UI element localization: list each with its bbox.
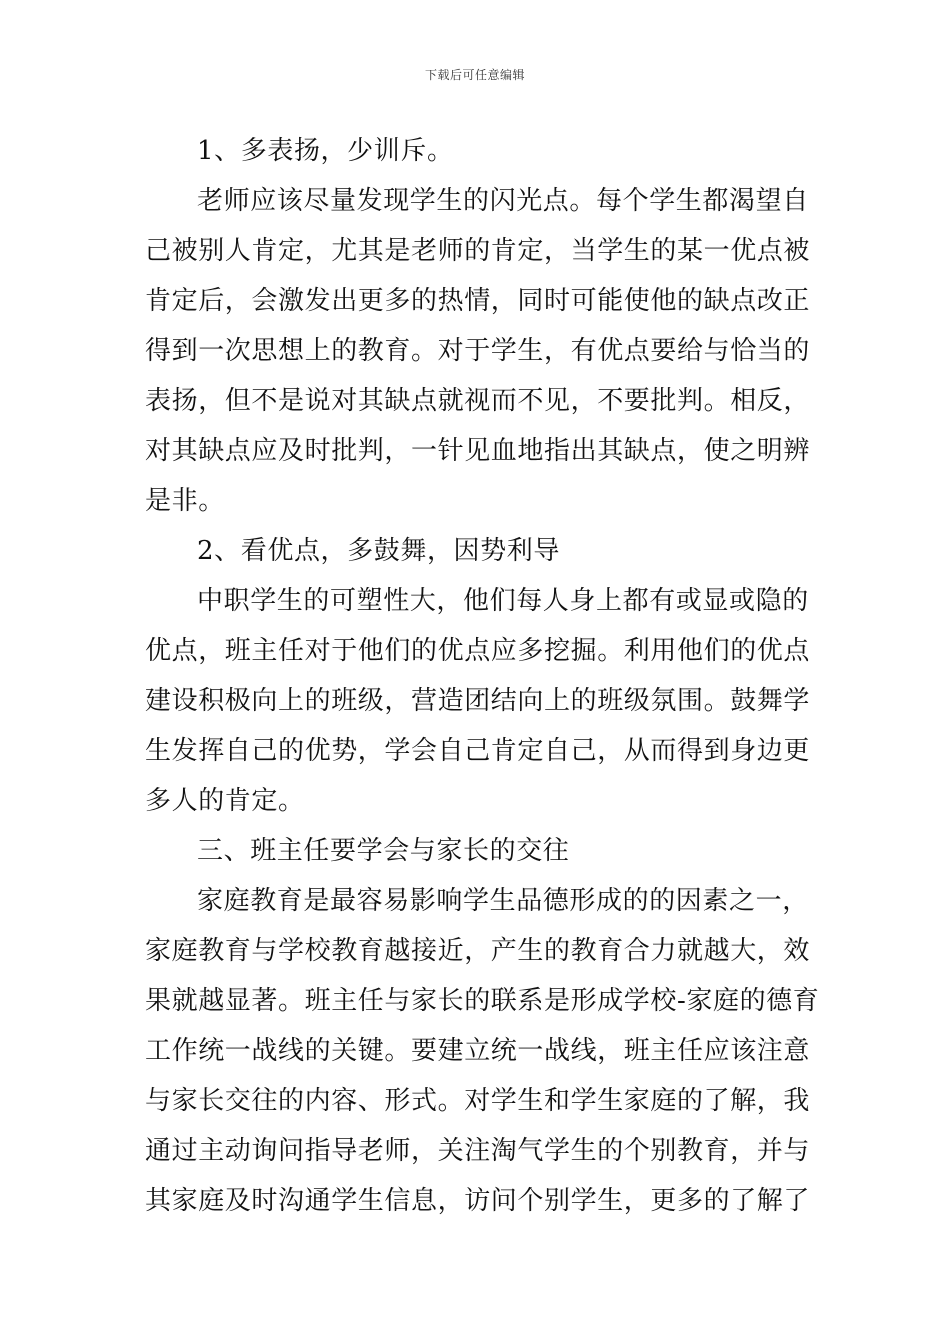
text-line: 其家庭及时沟通学生信息，访问个别学生，更多的了解了 <box>145 1186 811 1216</box>
text-line: 生发挥自己的优势，学会自己肯定自己，从而得到身边更 <box>145 736 811 766</box>
text-line: 家庭教育与学校教育越接近，产生的教育合力就越大，效 <box>145 936 811 966</box>
text-line: 肯定后，会激发出更多的热情，同时可能使他的缺点改正 <box>145 286 811 316</box>
text-line: 1、多表扬，少训斥。 <box>197 136 454 166</box>
text-line: 己被别人肯定，尤其是老师的肯定，当学生的某一优点被 <box>145 236 811 266</box>
text-line: 优点，班主任对于他们的优点应多挖掘。利用他们的优点 <box>145 636 811 666</box>
text-line: 是非。 <box>145 486 225 516</box>
text-line: 三、班主任要学会与家长的交往 <box>197 836 570 866</box>
text-line: 老师应该尽量发现学生的闪光点。每个学生都渴望自 <box>197 186 809 216</box>
text-line: 多人的肯定。 <box>145 786 305 816</box>
document-body <box>145 126 820 1226</box>
text-line: 中职学生的可塑性大，他们每人身上都有或显或隐的 <box>197 586 809 616</box>
text-line: 得到一次思想上的教育。对于学生，有优点要给与恰当的 <box>145 336 811 366</box>
text-line: 对其缺点应及时批判，一针见血地指出其缺点，使之明辨 <box>145 436 811 466</box>
text-line: 果就越显著。班主任与家长的联系是形成学校-家庭的德育 <box>145 986 820 1016</box>
text-line: 通过主动询问指导老师，关注淘气学生的个别教育，并与 <box>145 1136 811 1166</box>
text-line: 与家长交往的内容、形式。对学生和学生家庭的了解，我 <box>145 1086 811 1116</box>
text-line: 表扬，但不是说对其缺点就视而不见，不要批判。相反， <box>145 386 811 416</box>
text-line: 建设积极向上的班级，营造团结向上的班级氛围。鼓舞学 <box>145 686 811 716</box>
text-line: 家庭教育是最容易影响学生品德形成的的因素之一， <box>197 886 809 916</box>
page-header: 下载后可任意编辑 <box>424 68 525 82</box>
text-line: 工作统一战线的关键。要建立统一战线，班主任应该注意 <box>145 1036 811 1066</box>
text-line: 2、看优点，多鼓舞，因势利导 <box>197 536 560 566</box>
